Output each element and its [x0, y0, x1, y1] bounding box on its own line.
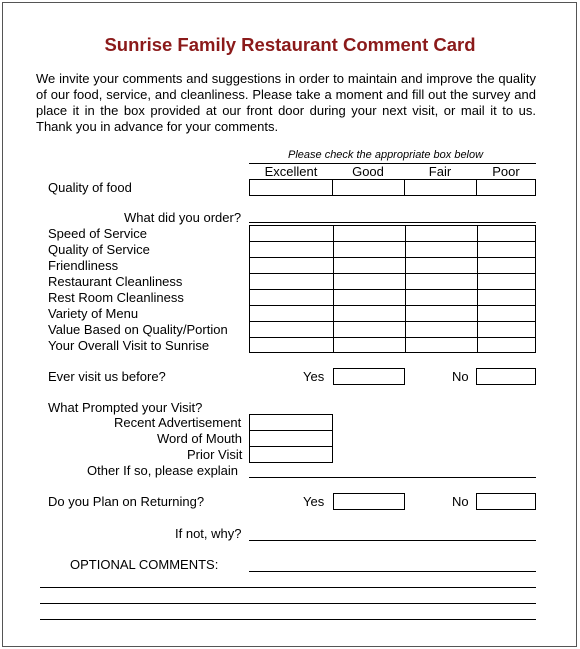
grid-row-divider	[250, 321, 535, 322]
returning-yes-label: Yes	[303, 494, 325, 509]
rating-item-label: Restaurant Cleanliness	[48, 274, 183, 289]
rating-item-label: Value Based on Quality/Portion	[48, 322, 228, 337]
column-header-excellent: Excellent	[264, 164, 318, 179]
comments-line[interactable]	[40, 619, 536, 620]
visited-no-label: No	[452, 369, 469, 384]
rating-item-label: Speed of Service	[48, 226, 148, 241]
food-poor-checkbox[interactable]	[476, 179, 536, 196]
order-prompt-label: What did you order?	[124, 210, 242, 225]
rating-item-label: Rest Room Cleanliness	[48, 290, 184, 305]
rating-item-label: Friendliness	[48, 258, 119, 273]
comments-line[interactable]	[40, 587, 536, 588]
comments-line[interactable]	[249, 571, 536, 572]
prompted-question: What Prompted your Visit?	[48, 400, 203, 415]
prompted-other-line[interactable]	[249, 477, 536, 478]
visited-question: Ever visit us before?	[48, 369, 166, 384]
checkbox-divider	[250, 430, 332, 431]
returning-yes-checkbox[interactable]	[333, 493, 405, 510]
grid-row-divider	[250, 273, 535, 274]
food-quality-label: Quality of food	[48, 180, 132, 195]
food-excellent-checkbox[interactable]	[249, 179, 333, 196]
prompted-other-label: Other If so, please explain	[87, 463, 239, 478]
intro-paragraph: We invite your comments and suggestions in order to maintain and improve the quality of our food, service, and cleanliness. Please take a moment and fill out the survey and place it in the box provided at our front door during your next visit, or mail it to us. Thank you in advance for your comments.	[36, 71, 536, 134]
rating-item-label: Quality of Service	[48, 242, 150, 257]
visited-no-checkbox[interactable]	[476, 368, 536, 385]
returning-no-label: No	[452, 494, 469, 509]
grid-row-divider	[250, 337, 535, 338]
rating-item-label: Variety of Menu	[48, 306, 139, 321]
grid-row-divider	[250, 257, 535, 258]
food-fair-checkbox[interactable]	[404, 179, 477, 196]
rating-instruction: Please check the appropriate box below	[288, 149, 484, 161]
column-header-good: Good	[352, 164, 384, 179]
returning-question: Do you Plan on Returning?	[48, 494, 205, 509]
grid-col-divider	[405, 226, 406, 352]
returning-no-checkbox[interactable]	[476, 493, 536, 510]
prompted-option-label: Word of Mouth	[157, 431, 243, 446]
prompted-checkbox-group[interactable]	[249, 414, 333, 463]
order-answer-line[interactable]	[249, 222, 536, 223]
grid-row-divider	[250, 289, 535, 290]
visited-yes-label: Yes	[303, 369, 325, 384]
grid-row-divider	[250, 305, 535, 306]
column-header-fair: Fair	[428, 164, 452, 179]
comments-label: OPTIONAL COMMENTS:	[70, 557, 219, 572]
grid-col-divider	[333, 226, 334, 352]
visited-yes-checkbox[interactable]	[333, 368, 405, 385]
checkbox-divider	[250, 446, 332, 447]
rating-item-label: Your Overall Visit to Sunrise	[48, 338, 210, 353]
prompted-option-label: Prior Visit	[187, 447, 243, 462]
why-not-label: If not, why?	[175, 526, 242, 541]
why-not-line[interactable]	[249, 540, 536, 541]
rating-grid[interactable]	[249, 225, 536, 353]
food-good-checkbox[interactable]	[332, 179, 405, 196]
page-title: Sunrise Family Restaurant Comment Card	[104, 34, 476, 55]
grid-col-divider	[477, 226, 478, 352]
comments-line[interactable]	[40, 603, 536, 604]
column-header-poor: Poor	[492, 164, 520, 179]
grid-row-divider	[250, 241, 535, 242]
prompted-option-label: Recent Advertisement	[114, 415, 242, 430]
